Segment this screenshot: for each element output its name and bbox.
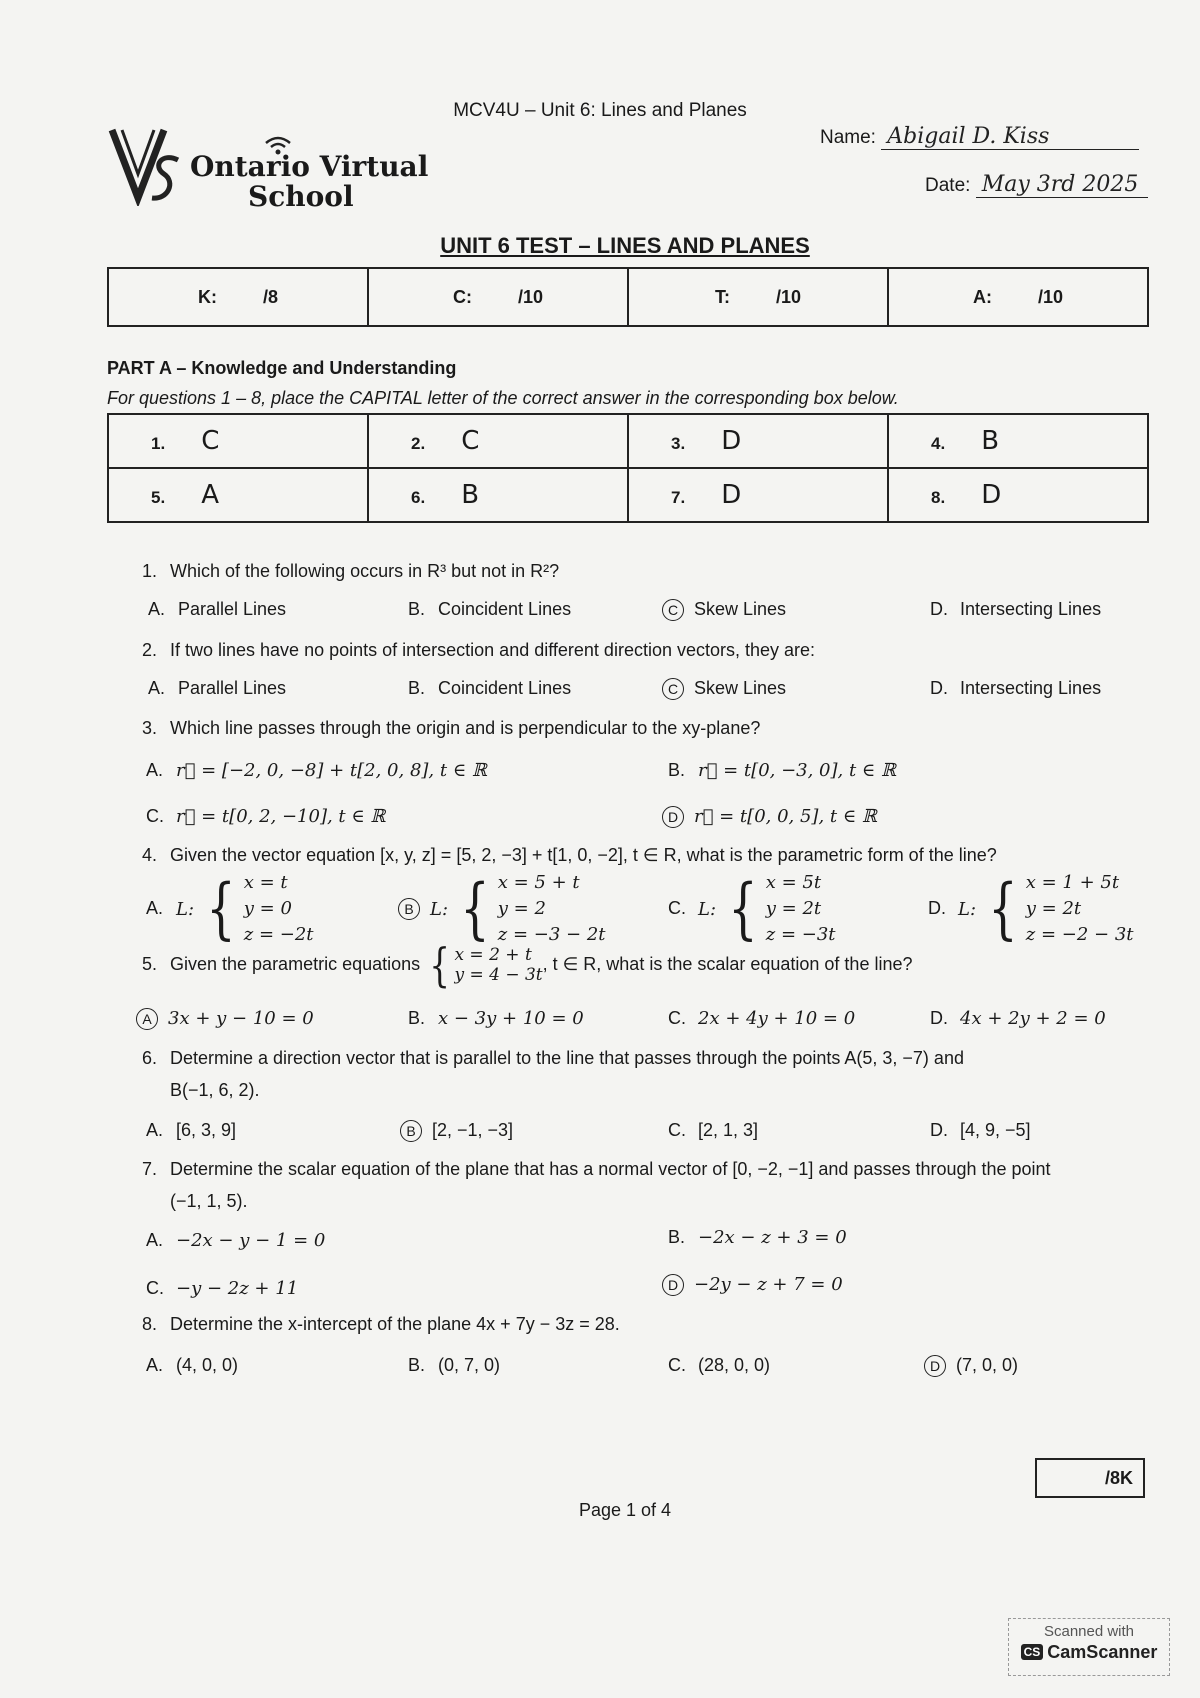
option[interactable]: C. −y − 2z + 11 [146, 1278, 299, 1299]
score-table [107, 267, 1149, 327]
question-8: 8. Determine the x-intercept of the plane 4x + 7y − 3z = 28. [142, 1314, 620, 1334]
test-title: UNIT 6 TEST – LINES AND PLANES [440, 233, 810, 258]
option-selected[interactable]: A 3x + y − 10 = 0 [136, 1008, 314, 1030]
answer-cell[interactable]: 5. A [108, 468, 368, 522]
question-4: 4. Given the vector equation [x, y, z] = [5, 2, −3] + t[1, 0, −2], t ∈ R, what is the parametric form of the line? [142, 845, 997, 865]
answer-cell[interactable]: 8. D [888, 468, 1148, 522]
option[interactable]: B. Coincident Lines [408, 678, 572, 698]
name-label: Name: [820, 127, 876, 148]
option[interactable]: C. L: { x = 5t y = 2t z = −3t [668, 870, 836, 947]
scanner-watermark [1008, 1618, 1170, 1676]
answer-cell[interactable]: 2. C [368, 414, 628, 468]
option[interactable]: B. Coincident Lines [408, 599, 572, 619]
score-k: K: /8 [108, 268, 368, 326]
page-number: Page 1 of 4 [578, 1500, 672, 1520]
answer-cell[interactable]: 7. D [628, 468, 888, 522]
option[interactable]: A. −2x − y − 1 = 0 [146, 1230, 326, 1251]
camscanner-icon: CS [1021, 1644, 1044, 1660]
option-selected[interactable]: B L: { x = 5 + t y = 2 z = −3 − 2t [398, 870, 606, 948]
question-3: 3. Which line passes through the origin and is perpendicular to the xy-plane? [142, 718, 761, 738]
answer-cell[interactable]: 4. B [888, 414, 1148, 468]
option[interactable]: D. [4, 9, −5] [930, 1120, 1031, 1140]
date-field [925, 172, 1148, 198]
score-c: C: /10 [368, 268, 628, 326]
option-selected[interactable]: D (7, 0, 0) [924, 1355, 1018, 1377]
option[interactable]: B. x − 3y + 10 = 0 [408, 1008, 584, 1029]
score-a: A: /10 [888, 268, 1148, 326]
option[interactable]: A. L: { x = t y = 0 z = −2t [146, 870, 314, 947]
option[interactable]: C. (28, 0, 0) [668, 1355, 771, 1375]
option[interactable]: B. (0, 7, 0) [408, 1355, 501, 1375]
option[interactable]: B. −2x − z + 3 = 0 [668, 1227, 847, 1248]
option[interactable]: A. Parallel Lines [148, 678, 287, 698]
question-7: 7. Determine the scalar equation of the plane that has a normal vector of [0, −2, −1] and passes through the point [142, 1159, 1051, 1179]
option-selected[interactable]: D −2y − z + 7 = 0 [662, 1274, 843, 1296]
answer-table [107, 413, 1149, 523]
question-2: 2. If two lines have no points of intersection and different direction vectors, they are: [142, 640, 816, 660]
date-value: May 3rd 2025 [976, 172, 1148, 198]
question-6: 6. Determine a direction vector that is parallel to the line that passes through the points A(5, 3, −7) and [142, 1048, 964, 1068]
option[interactable]: B. r⃗ = t[0, −3, 0], t ∈ ℝ [668, 760, 896, 781]
section-score-box: /8K [1035, 1458, 1145, 1498]
option[interactable]: D. 4x + 2y + 2 = 0 [930, 1008, 1106, 1029]
scanner-brand: CS CamScanner [1009, 1642, 1169, 1663]
option-selected[interactable]: D r⃗ = t[0, 0, 5], t ∈ ℝ [662, 806, 877, 828]
question-6-cont: B(−1, 6, 2). [170, 1080, 260, 1100]
option[interactable]: C. [2, 1, 3] [668, 1120, 759, 1140]
option[interactable]: C. r⃗ = t[0, 2, −10], t ∈ ℝ [146, 806, 386, 827]
option[interactable]: D. Intersecting Lines [930, 599, 1102, 619]
course-header: MCV4U – Unit 6: Lines and Planes [453, 100, 747, 121]
school-name-line1: Ontario Virtual [190, 150, 429, 183]
part-a-instructions: For questions 1 – 8, place the CAPITAL letter of the correct answer in the corresponding box below. [107, 388, 899, 408]
option[interactable]: D. L: { x = 1 + 5t y = 2t z = −2 − 3t [928, 870, 1134, 947]
score-t: T: /10 [628, 268, 888, 326]
option[interactable]: A. r⃗ = [−2, 0, −8] + t[2, 0, 8], t ∈ ℝ [146, 760, 487, 781]
option[interactable]: D. Intersecting Lines [930, 678, 1102, 698]
answer-cell[interactable]: 3. D [628, 414, 888, 468]
question-5: 5. Given the parametric equations { x = 2 + t y = 4 − 3t , t ∈ R, what is the scalar equation of the line? [142, 938, 913, 992]
option-selected[interactable]: B [2, −1, −3] [400, 1120, 513, 1142]
answer-cell[interactable]: 1. C [108, 414, 368, 468]
name-field [820, 124, 1139, 150]
school-name-line2: School [248, 180, 354, 213]
school-name [190, 152, 428, 212]
option-selected[interactable]: C Skew Lines [662, 678, 786, 700]
option[interactable]: A. [6, 3, 9] [146, 1120, 237, 1140]
question-1: 1. Which of the following occurs in R³ but not in R²? [142, 561, 560, 581]
answer-cell[interactable]: 6. B [368, 468, 628, 522]
option[interactable]: A. Parallel Lines [148, 599, 287, 619]
scanner-line1: Scanned with [1043, 1623, 1135, 1640]
part-a-title: PART A – Knowledge and Understanding [107, 358, 457, 378]
name-value: Abigail D. Kiss [881, 124, 1139, 150]
date-label: Date: [925, 175, 971, 196]
school-logo-icon [108, 122, 184, 206]
option[interactable]: A. (4, 0, 0) [146, 1355, 239, 1375]
question-7-cont: (−1, 1, 5). [170, 1191, 248, 1211]
option-selected[interactable]: C Skew Lines [662, 599, 786, 621]
option[interactable]: C. 2x + 4y + 10 = 0 [668, 1008, 856, 1029]
